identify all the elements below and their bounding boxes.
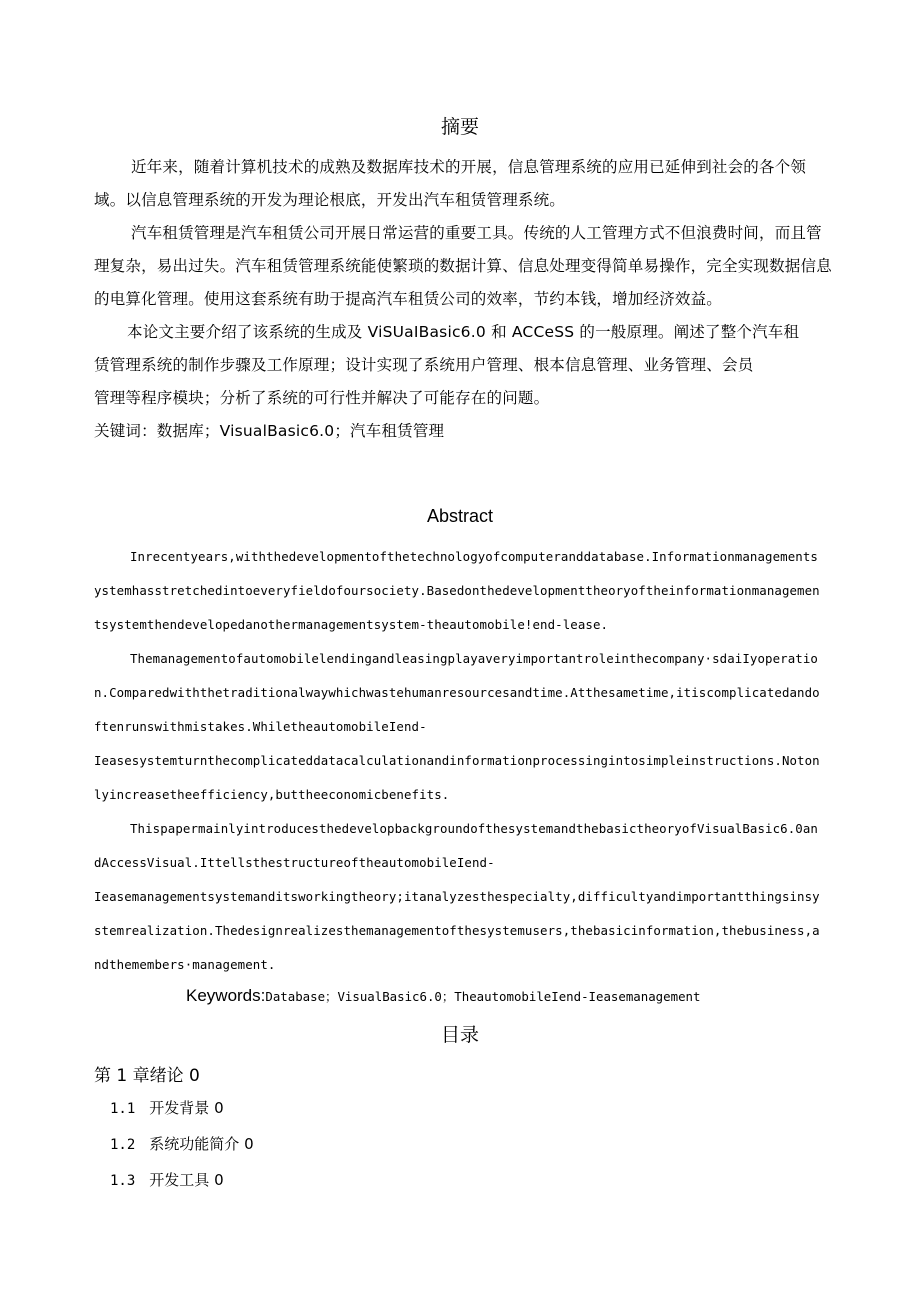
abstract-zh-body [94,151,834,448]
toc-item-title: 系统功能简介 0 [149,1135,254,1153]
table-of-contents [94,1061,834,1201]
toc-item-title: 开发工具 0 [149,1171,224,1189]
toc-item[interactable] [110,1133,254,1154]
abstract-zh-keywords: 关键词：数据库；VisualBasic6.0；汽车租赁管理 [94,422,445,440]
abstract-en-para2-b: Ieasesystemturnthecomplicateddatacalculationandinformationprocessingintosimpleinstructions.Notonlyincreasetheefficiency,buttheeconomicbenefits. [94,753,820,802]
abstract-en-para2-a: Themanagementofautomobilelendingandleasingplayaveryimportantroleinthecompany·sdaiIyoperation.Comparedwiththetraditionalwaywhichwastehumanresourcesandtime.Atthesametime,itiscomplicatedandoftenrunswithmistakes.WhiletheautomobileIend- [94,651,820,734]
toc-item-number: 1.2 [110,1137,136,1153]
toc-heading: 目录 [440,1024,479,1046]
toc-chapter-1[interactable]: 第 1 章绪论 0 [94,1066,200,1086]
toc-item-number: 1.3 [110,1173,136,1189]
abstract-en-para3-b: Ieasemanagementsystemanditsworkingtheory;itanalyzesthespecialty,difficultyandimportantthingsinsystemrealization.Thedesignrealizesthemanagementofthesystemusers,thebasicinformation,thebusiness,andthemembers·management. [94,889,820,972]
abstract-zh-para2: 汽车租赁管理是汽车租赁公司开展日常运营的重要工具。传统的人工管理方式不但浪费时间，而且管理复杂，易出过失。汽车租赁管理系统能使繁琐的数据计算、信息处理变得简单易操作，完全实现数据信息的电算化管理。使用这套系统有助于提高汽车租赁公司的效率，节约本钱，增加经济效益。 [94,224,832,308]
abstract-zh-para3-line3: 管理等程序模块；分析了系统的可行性并解决了可能存在的问题。 [94,389,550,407]
abstract-en-body [94,540,824,982]
abstract-zh-para3-line2: 赁管理系统的制作步骤及工作原理；设计实现了系统用户管理、根本信息管理、业务管理、会员 [94,356,754,374]
toc-item[interactable] [110,1097,224,1118]
abstract-en-para3-a: ThispapermainlyintroducesthedevelopbackgroundofthesystemandthebasictheoryofVisualBasic6.0andAccessVisual.IttellsthestructureoftheautomobileIend- [94,821,818,870]
abstract-zh-para3-line1: 本论文主要介绍了该系统的生成及 ViSUaIBasic6.0 和 ACCeSS 的一般原理。阐述了整个汽车租 [127,323,800,341]
abstract-en-para1: Inrecentyears,withthedevelopmentofthetechnologyofcomputeranddatabase.Informationmanagementsystemhasstretchedintoeveryfieldofoursociety.Basedonthedevelopmenttheoryoftheinformationmanagementsystemthendevelopedanothermanagementsystem-theautomobile!end-lease. [94,549,820,632]
keywords-label: Keywords: [186,986,266,1005]
abstract-en-keywords [186,986,886,1006]
abstract-zh-heading: 摘要 [440,116,479,138]
toc-item-title: 开发背景 0 [149,1099,224,1117]
toc-item-number: 1.1 [110,1101,136,1117]
abstract-en-heading: Abstract [426,506,494,526]
toc-item[interactable] [110,1169,224,1190]
keywords-value: Database；VisualBasic6.0；TheautomobileIend-Ieasemanagement [265,989,701,1004]
abstract-zh-para1: 近年来，随着计算机技术的成熟及数据库技术的开展，信息管理系统的应用已延伸到社会的各个领域。以信息管理系统的开发为理论根底，开发出汽车租赁管理系统。 [94,158,807,209]
